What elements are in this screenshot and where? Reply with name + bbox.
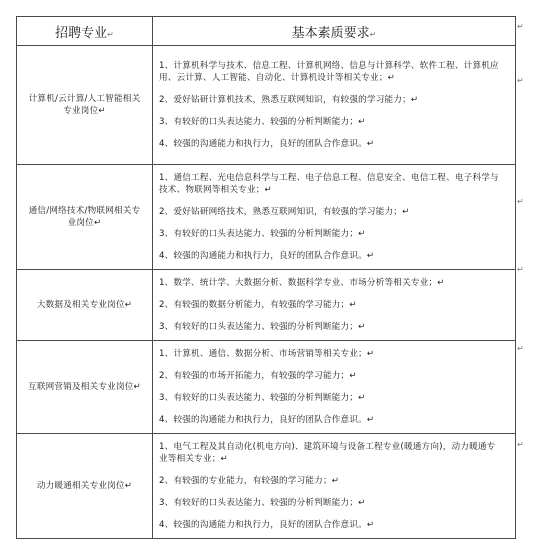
requirement-line: 4、较强的沟通能力和执行力，良好的团队合作意识。↵ <box>159 520 375 530</box>
requirement-cell <box>153 165 516 270</box>
requirement-line: 3、有较好的口头表达能力、较强的分析判断能力；↵ <box>159 498 366 508</box>
requirement-cell <box>153 46 516 165</box>
paragraph-mark: ↵ <box>107 29 114 39</box>
requirement-line: 2、爱好钻研计算机技术，熟悉互联网知识，有较强的学习能力；↵ <box>159 95 419 105</box>
requirement-line: 4、较强的沟通能力和执行力，良好的团队合作意识。↵ <box>159 139 375 149</box>
requirement-line: 2、有较强的专业能力，有较强的学习能力；↵ <box>159 476 340 486</box>
recruitment-table <box>16 16 516 539</box>
requirement-cell <box>153 270 516 341</box>
row-end-mark: ↵ <box>517 22 524 31</box>
requirement-line: 4、较强的沟通能力和执行力，良好的团队合作意识。↵ <box>159 415 375 425</box>
requirement-line: 3、有较好的口头表达能力、较强的分析判断能力；↵ <box>159 117 366 127</box>
major-line: 动力暖通相关专业岗位↵ <box>36 481 133 491</box>
requirement-line: 2、爱好钻研网络技术，熟悉互联网知识，有较强的学习能力；↵ <box>159 207 410 217</box>
header-major <box>17 17 153 46</box>
requirement-line: 4、较强的沟通能力和执行力，良好的团队合作意识。↵ <box>159 251 375 261</box>
requirement-line: 3、有较好的口头表达能力、较强的分析判断能力；↵ <box>159 229 366 239</box>
table-row <box>17 434 516 539</box>
requirement-line: 2、有较强的数据分析能力，有较强的学习能力；↵ <box>159 300 357 310</box>
requirement-line: 1、数学、统计学、大数据分析、数据科学专业、市场分析等相关专业；↵ <box>159 278 445 288</box>
major-line: 业岗位↵ <box>67 218 102 228</box>
table-header-row <box>17 17 516 46</box>
requirement-cell <box>153 341 516 434</box>
row-end-mark: ↵ <box>517 197 524 206</box>
table-row <box>17 46 516 165</box>
requirement-line: 2、有较强的市场开拓能力，有较强的学习能力；↵ <box>159 371 357 381</box>
table-row <box>17 165 516 270</box>
major-line: 大数据及相关专业岗位↵ <box>36 300 133 310</box>
major-line: 计算机/云计算/人工智能相关 <box>28 94 141 104</box>
requirement-line: 1、通信工程、光电信息科学与工程、电子信息工程、信息安全、电信工程、电子科学与 <box>159 173 499 183</box>
requirement-line: 技术、物联网等相关专业；↵ <box>159 185 272 195</box>
major-line: 专业岗位↵ <box>63 106 106 116</box>
requirement-line: 1、计算机、通信、数据分析、市场营销等相关专业；↵ <box>159 349 375 359</box>
header-major-text: 招聘专业 <box>55 25 108 41</box>
header-requirement <box>153 17 516 46</box>
row-end-mark: ↵ <box>517 440 524 449</box>
major-cell <box>17 341 153 434</box>
header-requirement-text: 基本素质要求 <box>291 25 370 41</box>
requirement-line: 1、电气工程及其自动化(机电方向)、建筑环境与设备工程专业(暖通方向)，动力暖通专 <box>159 442 496 452</box>
requirement-line: 3、有较好的口头表达能力、较强的分析判断能力；↵ <box>159 322 366 332</box>
table-row <box>17 270 516 341</box>
major-cell <box>17 165 153 270</box>
table-row <box>17 341 516 434</box>
row-end-mark: ↵ <box>517 344 524 353</box>
requirement-cell <box>153 434 516 539</box>
major-line: 通信/网络技术/物联网相关专 <box>28 206 141 216</box>
requirement-line: 用、云计算、人工智能、自动化、计算机设计等相关专业；↵ <box>159 73 396 83</box>
requirement-line: 1、计算机科学与技术、信息工程、计算机网络、信息与计算科学、软件工程、计算机应 <box>159 61 499 71</box>
requirement-line: 3、有较好的口头表达能力、较强的分析判断能力；↵ <box>159 393 366 403</box>
row-end-mark: ↵ <box>517 76 524 85</box>
major-cell <box>17 270 153 341</box>
major-cell <box>17 434 153 539</box>
row-end-mark: ↵ <box>517 265 524 274</box>
requirement-line: 业等相关专业；↵ <box>159 454 228 464</box>
major-cell <box>17 46 153 165</box>
paragraph-mark: ↵ <box>369 29 377 39</box>
major-line: 互联网营销及相关专业岗位↵ <box>28 382 141 392</box>
